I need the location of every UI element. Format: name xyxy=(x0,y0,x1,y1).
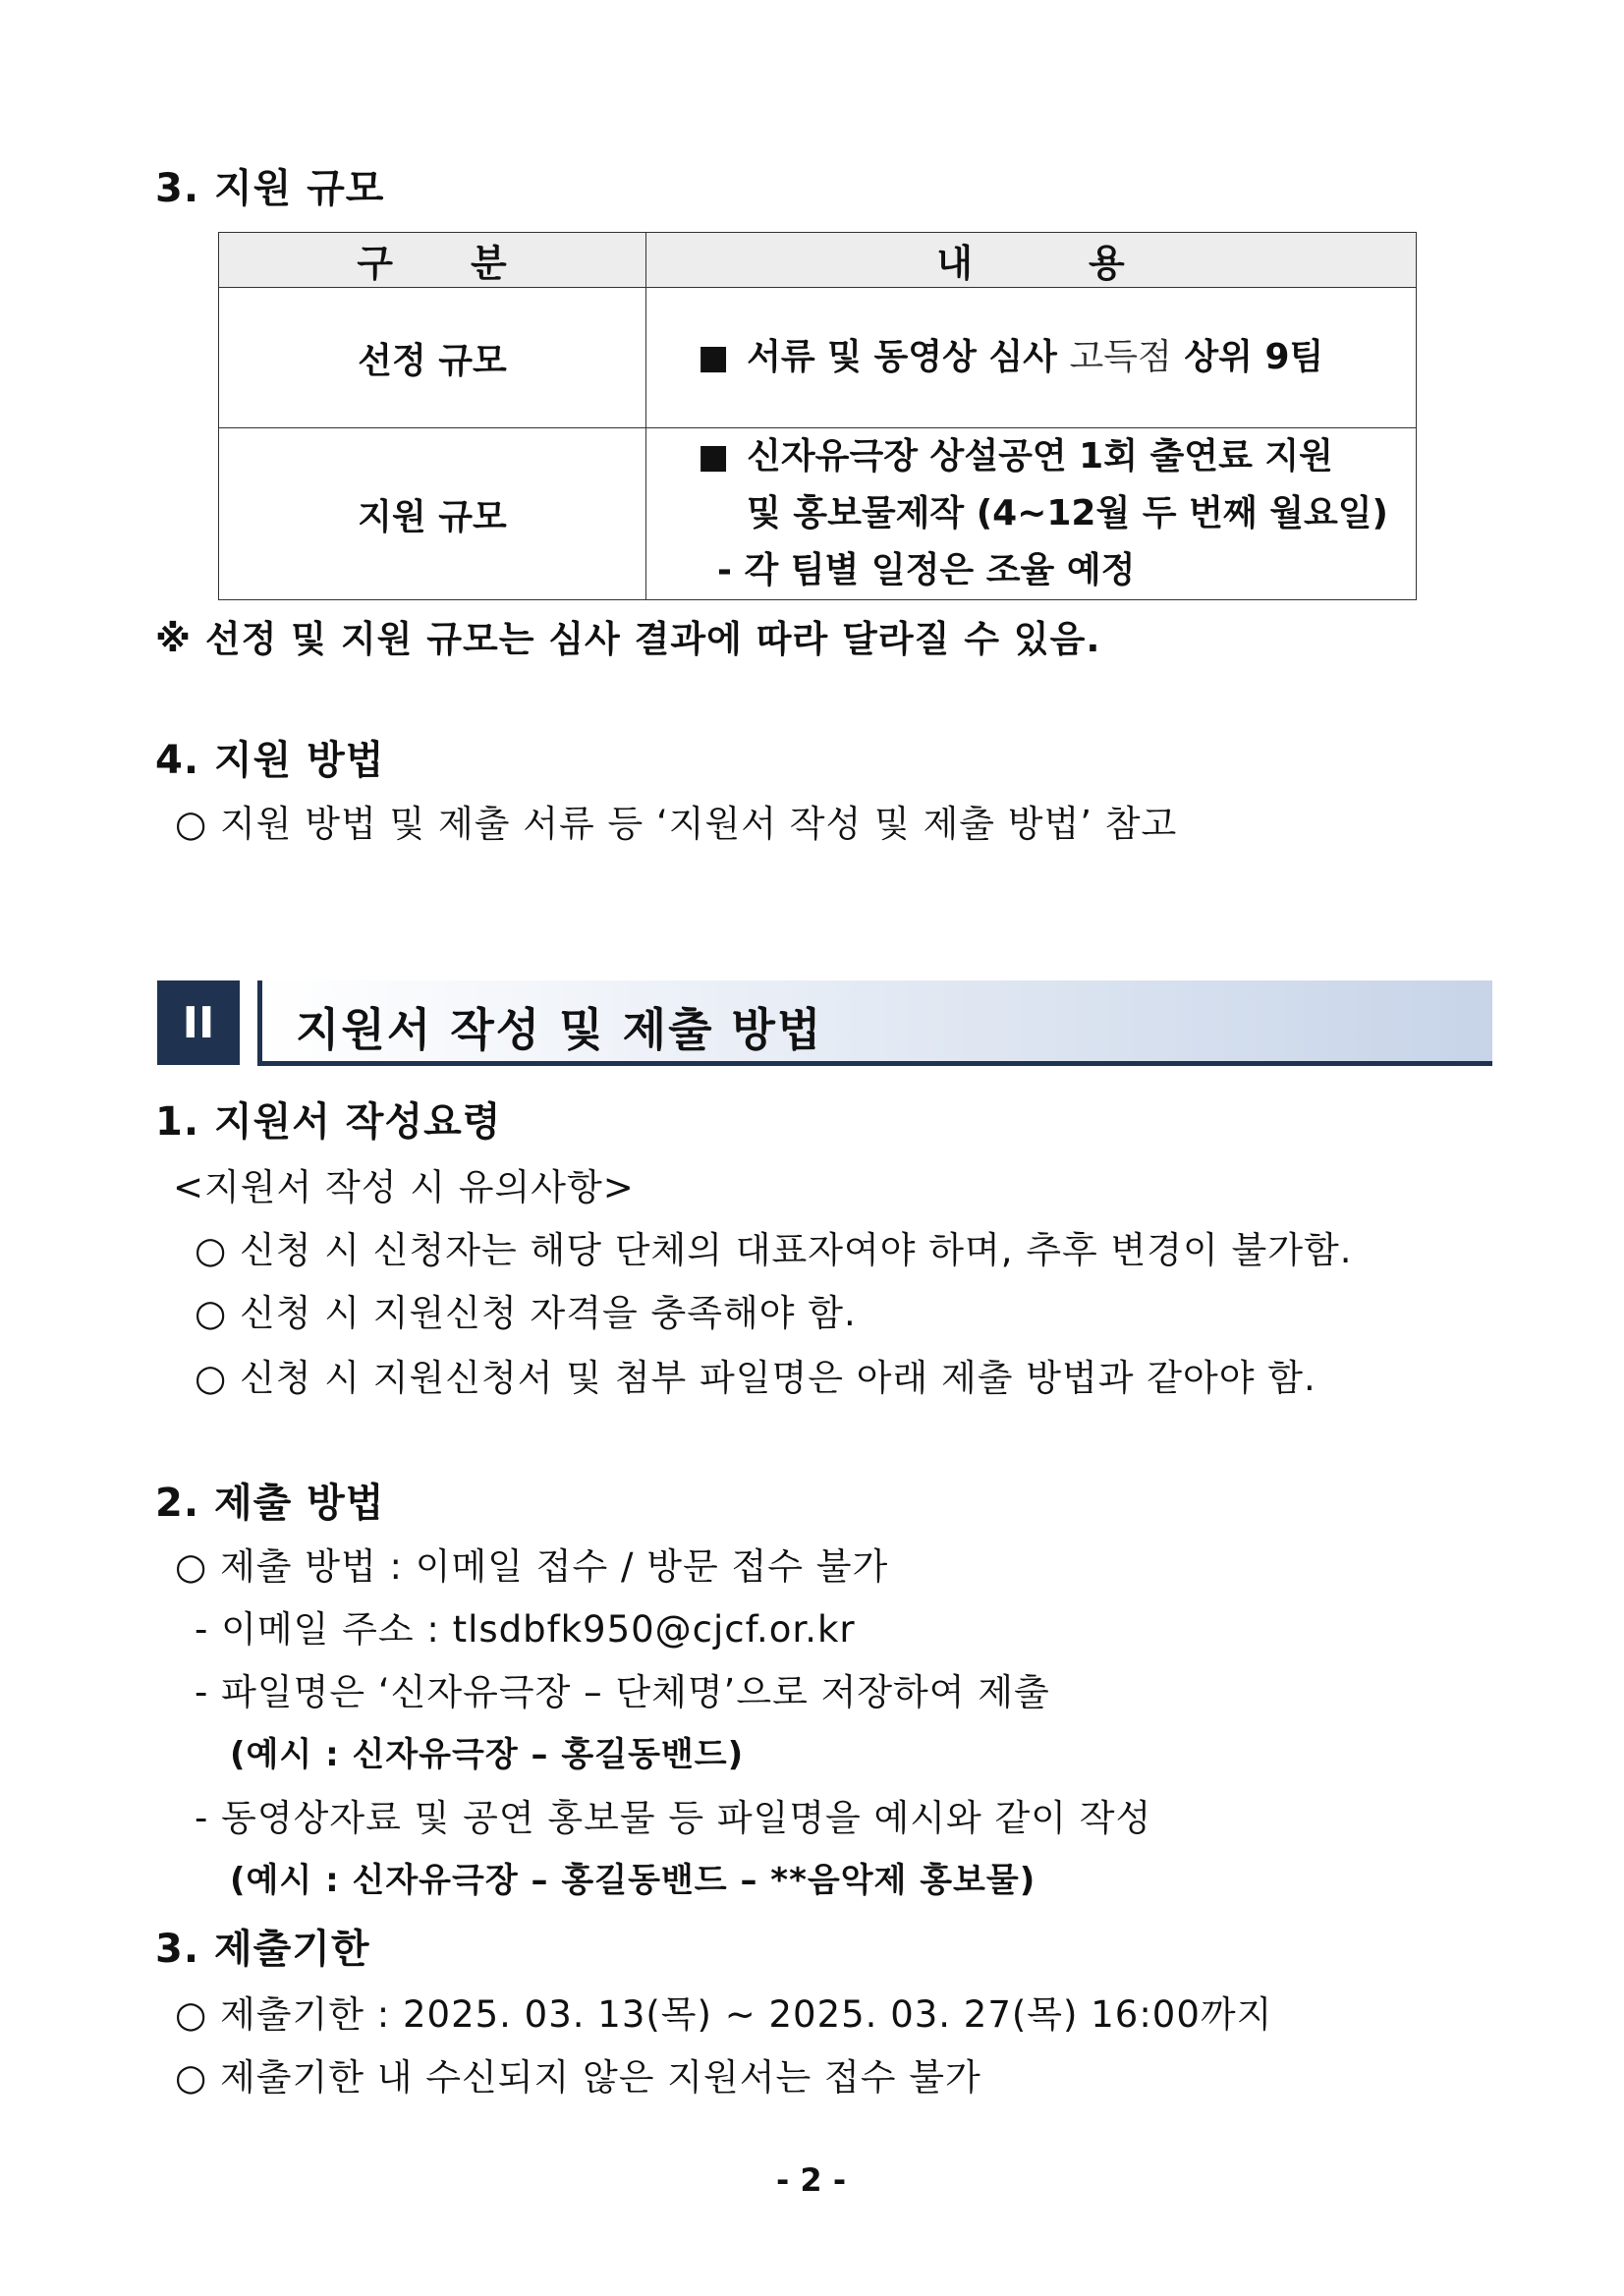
materials-rule: - 동영상자료 및 공연 홍보물 등 파일명을 예시와 같이 작성 xyxy=(195,1797,1152,1839)
part1-heading: 1. 지원서 작성요령 xyxy=(155,1099,502,1145)
chapter-banner xyxy=(257,980,1492,1066)
section4-item: ○ 지원 방법 및 제출 서류 등 ‘지원서 작성 및 제출 방법’ 참고 xyxy=(175,803,1178,845)
support-line1: 신자유극장 상설공연 1회 출연료 지원 xyxy=(747,436,1333,476)
selection-text-bold2: 상위 9팀 xyxy=(1184,337,1324,377)
part3-heading: 3. 제출기한 xyxy=(155,1927,370,1972)
square-bullet-icon: ■ xyxy=(698,437,730,476)
list-item: ○ 신청 시 지원신청서 및 첨부 파일명은 아래 제출 방법과 같아야 함. xyxy=(195,1357,1316,1399)
table-header-row xyxy=(219,233,1417,288)
scale-note: ※ 선정 및 지원 규모는 심사 결과에 따라 달라질 수 있음. xyxy=(155,618,1101,660)
table-header-category: 구 분 xyxy=(219,233,646,288)
support-scale-table xyxy=(218,232,1417,600)
part2-heading: 2. 제출 방법 xyxy=(155,1481,385,1526)
chapter-title: 지원서 작성 및 제출 방법 xyxy=(296,1003,823,1056)
support-line3: - 각 팀별 일정은 조율 예정 xyxy=(717,550,1136,590)
row-label-support: 지원 규모 xyxy=(219,428,646,600)
submission-method: ○ 제출 방법 : 이메일 접수 / 방문 접수 불가 xyxy=(175,1545,889,1588)
row-label-selection: 선정 규모 xyxy=(219,288,646,428)
table-row xyxy=(219,288,1417,428)
deadline-item: ○ 제출기한 : 2025. 03. 13(목) ~ 2025. 03. 27(목) 16:00까지 xyxy=(175,1993,1273,2036)
materials-example: (예시 : 신자유극장 – 홍길동밴드 – **음악제 홍보물) xyxy=(230,1861,1036,1900)
table-row xyxy=(219,428,1417,600)
chapter-number-badge: II xyxy=(157,980,240,1065)
support-line2: 및 홍보물제작 (4~12월 두 번째 월요일) xyxy=(747,493,1388,533)
square-bullet-icon: ■ xyxy=(698,338,730,377)
filename-example: (예시 : 신자유극장 – 홍길동밴드) xyxy=(230,1735,745,1774)
list-item: ○ 신청 시 지원신청 자격을 충족해야 함. xyxy=(195,1292,857,1334)
table-header-content: 내 용 xyxy=(646,233,1417,288)
deadline-notice: ○ 제출기한 내 수신되지 않은 지원서는 접수 불가 xyxy=(175,2056,981,2099)
list-item: ○ 신청 시 신청자는 해당 단체의 대표자여야 하며, 추후 변경이 불가함. xyxy=(195,1229,1353,1271)
selection-text-normal: 고득점 xyxy=(1069,337,1172,377)
section3-heading: 3. 지원 규모 xyxy=(155,166,385,211)
part1-subheading: <지원서 작성 시 유의사항> xyxy=(173,1166,635,1208)
email-address: - 이메일 주소 : tlsdbfk950@cjcf.or.kr xyxy=(195,1608,856,1651)
section4-heading: 4. 지원 방법 xyxy=(155,738,385,783)
row-content-support xyxy=(646,428,1417,600)
selection-text-bold: 서류 및 동영상 심사 xyxy=(747,337,1057,377)
page-number: - 2 - xyxy=(776,2161,847,2199)
row-content-selection xyxy=(646,288,1417,428)
filename-rule: - 파일명은 ‘신자유극장 – 단체명’으로 저장하여 제출 xyxy=(195,1671,1050,1713)
